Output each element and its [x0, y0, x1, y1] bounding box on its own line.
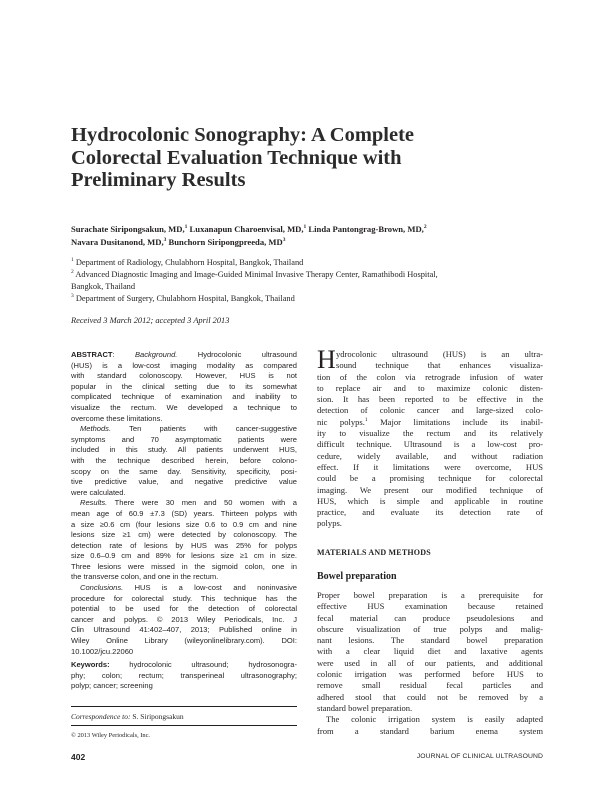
affil-mark: 1 [184, 224, 188, 231]
body-line: obscure visualization of true polyps and malig- [317, 623, 543, 634]
abstract-text: There were 30 men and 50 women with a [107, 498, 297, 508]
body-line: cedure, widely available, and without radiation [317, 450, 543, 461]
keywords-line [71, 660, 297, 671]
body-line: nant lesions. The standard bowel preparation [317, 635, 543, 646]
abstract-line: Clin Ultrasound 41:402–407, 2013; Published online in [71, 625, 297, 635]
body-text: nic polyps. [317, 416, 365, 427]
body-line: from a standard barium enema system [317, 725, 543, 736]
abstract-line: potential to be used for the detection of colorectal [71, 604, 297, 614]
title-line: Preliminary Results [71, 169, 246, 191]
received-dates: Received 3 March 2012; accepted 3 April 2013 [71, 316, 230, 325]
body-line: imaging. We present our modified technique of [317, 484, 543, 495]
abstract-line: 10.1002/jcu.22060 [71, 646, 134, 656]
abstract-line: ABSTRACT: Background. Hydrocolonic ultrasound [71, 350, 297, 359]
body-line: tion of the colon via retrograde infusion of water [317, 371, 543, 382]
correspondence-label: Correspondence to: [71, 712, 131, 721]
drop-cap: H [317, 345, 336, 374]
introduction [317, 345, 543, 530]
abstract-line: Wiley Online Library (wileyonlinelibrary.com). DOI: [71, 636, 297, 646]
background-label: Background. [135, 350, 178, 359]
abstract-line: overcome these limitations. [71, 413, 163, 423]
abstract-line: scopy on the same day. Sensitivity, specificity, posi- [71, 466, 297, 476]
abstract-line: a size ≥0.6 cm (four lesions size 0.6 to 0.9 cm and nine [71, 519, 297, 529]
keywords-text: hydrocolonic ultrasound; hydrosonogra- [109, 660, 297, 670]
footnote-rule [71, 725, 297, 726]
abstract-line: included in this study. All patients underwent HUS, [71, 445, 297, 455]
body-line: remove small residual fecal particles and [317, 680, 543, 691]
abstract-line: symptoms and 70 asymptomatic patients were [71, 434, 297, 444]
page-number: 402 [71, 752, 86, 762]
abstract-line: lesions size ≥1 cm) were detected by colonoscopy. The [71, 530, 297, 540]
body-line: detection of colonic cancer and large-sized colo- [317, 405, 543, 416]
copyright: © 2013 Wiley Periodicals, Inc. [71, 732, 151, 739]
abstract-line: were calculated. [71, 487, 126, 497]
abstract-line: with standard colonoscopy. However, HUS is not [71, 371, 297, 381]
author-list [71, 223, 571, 248]
body-line: with a clear liquid diet and laxative agents [317, 646, 543, 657]
affiliations [71, 257, 541, 305]
title-line: Hydrocolonic Sonography: A Complete [71, 124, 415, 146]
body-line: The colonic irrigation system is easily adapted [326, 714, 543, 725]
correspondence [71, 712, 184, 721]
body-line: colonic irrigation was performed before HUS to [317, 669, 543, 680]
body-line: Proper bowel preparation is a prerequisite for [317, 590, 543, 600]
body-line: fecal material can produce pseudolesions and [317, 612, 543, 623]
abstract-line: cancer and polyps. © 2013 Wiley Periodicals, Inc. J [71, 614, 297, 624]
abstract-line: size 0.6–0.9 cm and 89% for lesions size ≥1 cm in size. [71, 551, 297, 561]
body-line: practice, and evaluate its detection rate of [317, 507, 543, 518]
body-line: difficult technique. Ultrasound is a low-cost pro- [317, 439, 543, 450]
body-line [317, 417, 543, 428]
abstract-line: procedure for colorectal study. This technique has the [71, 593, 297, 603]
citation-ref: 1 [364, 416, 368, 423]
author-name: Bunchorn Siripongpreeda, MD [166, 236, 283, 247]
subsection-heading: Bowel preparation [317, 571, 397, 582]
author-name: Luxanapun Charoenvisal, MD, [187, 224, 304, 234]
abstract [71, 350, 297, 692]
abstract-line: visualize the rectum. We developed a technique to [71, 402, 297, 412]
intro-dropcap-block [317, 345, 543, 374]
body-text: Major limitations include its inabil- [367, 416, 543, 427]
correspondence-name: S. Siripongsakun [130, 712, 184, 721]
affil-mark: 3 [282, 236, 286, 243]
body-line: sound technique that enhances visualiza- [336, 360, 543, 371]
abstract-line: popular in the clinical setting due to its somewhat [71, 381, 297, 391]
affil-mark: 3 [163, 236, 167, 243]
affil-mark: 2 [423, 224, 427, 231]
abstract-line: Three lesions were missed in the sigmoid colon, one in [71, 561, 297, 571]
abstract-line: complicated technique of examination and inability to [71, 392, 297, 402]
affil-number: 2 [71, 269, 74, 276]
section-heading: MATERIALS AND METHODS [317, 548, 431, 557]
abstract-text: HUS is a low-cost and noninvasive [123, 583, 297, 593]
body-line: effective HUS examination because retained [317, 601, 543, 612]
results-label: Results. [80, 498, 108, 508]
journal-name: JOURNAL OF CLINICAL ULTRASOUND [416, 753, 543, 760]
footnote-rule [71, 706, 297, 707]
body-line: adhered stool that could not be removed by a [317, 691, 543, 702]
body-line: standard bowel preparation. [317, 702, 413, 713]
abstract-label: ABSTRACT [71, 350, 113, 359]
abstract-line [71, 498, 297, 509]
methods-label: Methods. [80, 424, 112, 434]
affil-text: Advanced Diagnostic Imaging and Image-Guided Minimal Invasive Therapy Center, Ramathibodi Hospital, [73, 270, 438, 279]
abstract-line [71, 583, 297, 594]
author-line [71, 223, 571, 236]
abstract-line: the transverse colon, and one in the rectum. [71, 572, 219, 582]
abstract-line: detection rate of lesions by HUS was 25% for polyps [71, 540, 297, 550]
affil-text: Department of Surgery, Chulabhorn Hospital, Bangkok, Thailand [73, 294, 295, 303]
abstract-line: with the technique described herein, before colono- [71, 455, 297, 465]
affil-number: 3 [71, 293, 74, 300]
keywords-label: Keywords: [71, 660, 110, 670]
author-name: Linda Pantongrag-Brown, MD, [306, 224, 424, 234]
body-line: were used in all of our patients, and additional [317, 657, 543, 668]
affiliation-cont: Bangkok, Thailand [71, 282, 136, 291]
title-line: Colorectal Evaluation Technique with [71, 146, 402, 169]
author-name: Surachate Siripongsakun, MD, [71, 224, 185, 234]
author-line [71, 236, 571, 249]
author-name: Navara Dusitanond, MD, [71, 236, 164, 247]
affiliation [71, 293, 541, 305]
affil-text: Department of Radiology, Chulabhorn Hospital, Bangkok, Thailand [73, 258, 304, 267]
affil-mark: 1 [303, 224, 307, 231]
body-line: sion. It has been reported to be effective in the [317, 394, 543, 405]
affil-number: 1 [71, 257, 74, 264]
abstract-line: (HUS) is a low-cost imaging modality as compared [71, 360, 297, 370]
body-line: HUS, which is simple and applicable in routine [317, 495, 543, 506]
article-title [71, 124, 541, 192]
abstract-line: mean age of 60.9 ±7.3 (SD) years. Thirteen polyps with [71, 508, 297, 518]
affiliation [71, 257, 541, 269]
body-line: effect. If it limitations were overcome, HUS [317, 461, 543, 472]
bowel-preparation-text [317, 590, 543, 737]
body-line: ity to visualize the rectum and its relatively [317, 428, 543, 439]
abstract-text: Hydrocolonic ultrasound [177, 350, 297, 359]
body-line: ydrocolonic ultrasound (HUS) is an ultra- [336, 349, 543, 359]
abstract-line [71, 424, 297, 435]
abstract-text: Ten patients with cancer-suggestive [111, 424, 297, 434]
conclusions-label: Conclusions. [80, 583, 124, 593]
keywords-line: polyp; cancer; screening [71, 681, 153, 691]
affiliation [71, 269, 541, 281]
body-line: could be a promising technique for colorectal [317, 473, 543, 484]
body-line: to replace air and to maximize colonic disten- [317, 382, 543, 393]
body-line: polyps. [317, 518, 342, 529]
keywords-line: phy; colon; rectum; transperineal ultrasonography; [71, 670, 297, 680]
abstract-line: tive predictive value, and negative predictive value [71, 477, 297, 487]
